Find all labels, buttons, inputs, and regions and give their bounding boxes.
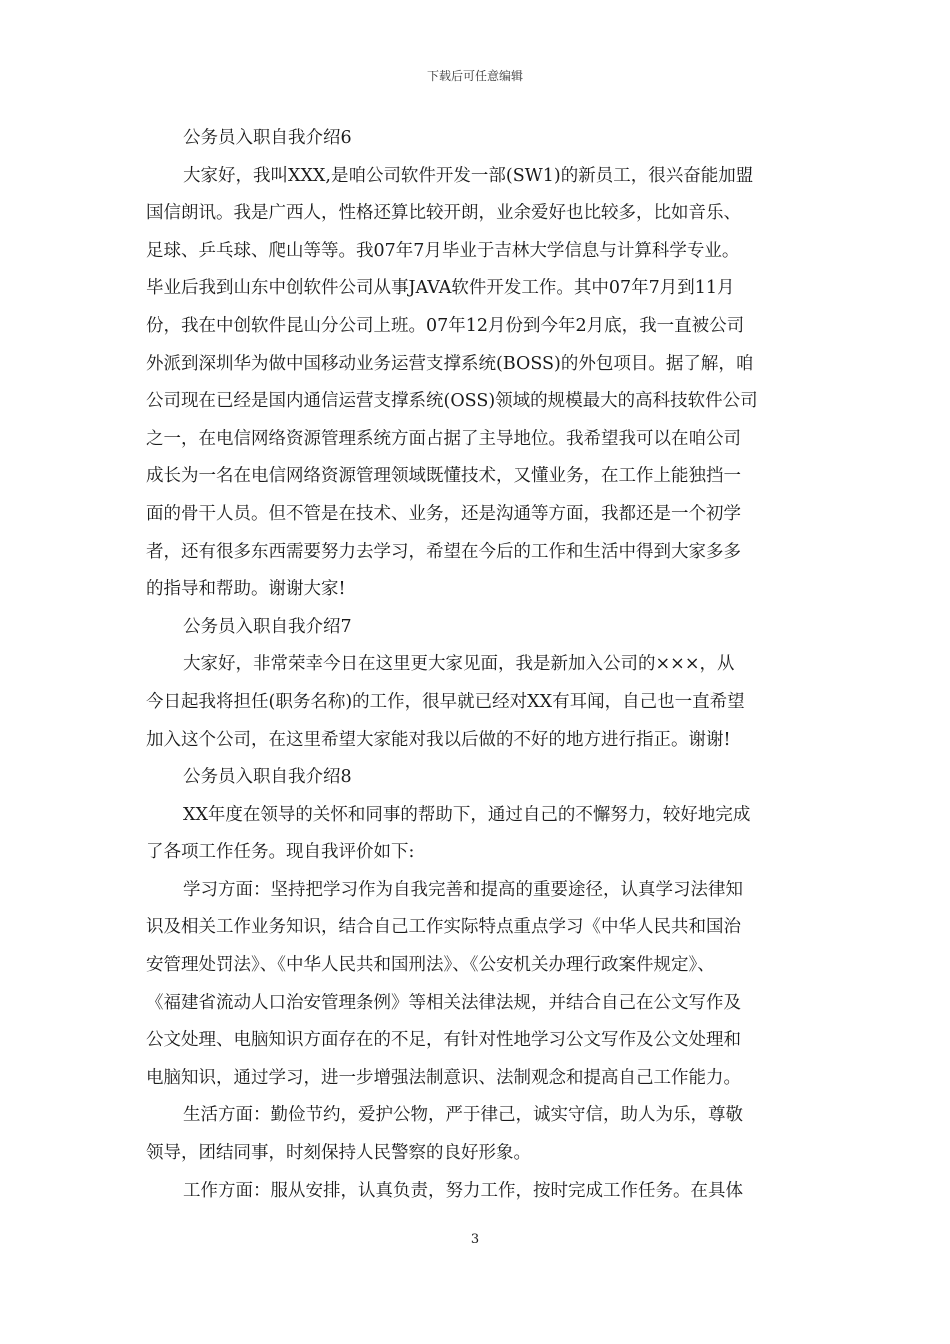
text-line: 成长为一名在电信网络资源管理领域既懂技术，又懂业务，在工作上能独挡一 [146,466,741,487]
text-line: 领导，团结同事，时刻保持人民警察的良好形象。 [146,1143,531,1164]
text-line: 识及相关工作业务知识，结合自己工作实际特点重点学习《中华人民共和国治 [146,917,741,938]
text-line: 工作方面：服从安排，认真负责，努力工作，按时完成工作任务。在具体 [183,1180,743,1201]
text-line: 外派到深圳华为做中国移动业务运营支撑系统(BOSS)的外包项目。据了解，咱 [146,353,754,374]
text-line: 加入这个公司，在这里希望大家能对我以后做的不好的地方进行指正。谢谢! [146,729,731,750]
text-line: 份，我在中创软件昆山分公司上班。07年12月份到今年2月底，我一直被公司 [146,315,745,336]
text-line: 大家好，非常荣幸今日在这里更大家见面，我是新加入公司的×××，从 [183,654,735,675]
text-line: XX年度在领导的关怀和同事的帮助下，通过自己的不懈努力，较好地完成 [183,804,751,825]
text-line: 之一，在电信网络资源管理系统方面占据了主导地位。我希望我可以在咱公司 [146,428,741,449]
text-line: 者，还有很多东西需要努力去学习，希望在今后的工作和生活中得到大家多多 [146,541,741,562]
page-header-note: 下载后可任意编辑 [426,69,523,83]
text-line: 的指导和帮助。谢谢大家! [146,579,346,600]
text-line: 公务员入职自我介绍6 [183,128,352,148]
page-number: 3 [470,1232,480,1247]
text-line: 国信朗讯。我是广西人，性格还算比较开朗，业余爱好也比较多，比如音乐、 [146,203,741,224]
text-line: 大家好，我叫XXX,是咱公司软件开发一部(SW1)的新员工，很兴奋能加盟 [183,165,754,186]
text-line: 公务员入职自我介绍7 [183,616,352,637]
text-line: 公务员入职自我介绍8 [183,767,352,788]
text-line: 生活方面：勤俭节约，爱护公物，严于律己，诚实守信，助人为乐，尊敬 [183,1105,743,1126]
text-line: 毕业后我到山东中创软件公司从事JAVA软件开发工作。其中07年7月到11月 [146,278,735,299]
text-line: 足球、乒乓球、爬山等等。我07年7月毕业于吉林大学信息与计算科学专业。 [146,240,740,261]
text-line: 今日起我将担任(职务名称)的工作，很早就已经对XX有耳闻，自己也一直希望 [146,691,745,712]
text-line: 面的骨干人员。但不管是在技术、业务，还是沟通等方面，我都还是一个初学 [146,503,741,524]
text-line: 安管理处罚法》、《中华人民共和国刑法》、《公安机关办理行政案件规定》、 [146,955,715,976]
document-body [146,120,810,1210]
text-line: 学习方面：坚持把学习作为自我完善和提高的重要途径，认真学习法律知 [183,879,743,900]
text-line: 了各项工作任务。现自我评价如下: [146,842,415,863]
text-line: 公司现在已经是国内通信运营支撑系统(OSS)领域的规模最大的高科技软件公司 [146,391,758,412]
text-line: 《福建省流动人口治安管理条例》等相关法律法规，并结合自己在公文写作及 [146,992,741,1013]
text-line: 公文处理、电脑知识方面存在的不足，有针对性地学习公文写作及公文处理和 [146,1030,741,1051]
text-line: 电脑知识，通过学习，进一步增强法制意识、法制观念和提高自己工作能力。 [146,1067,741,1088]
